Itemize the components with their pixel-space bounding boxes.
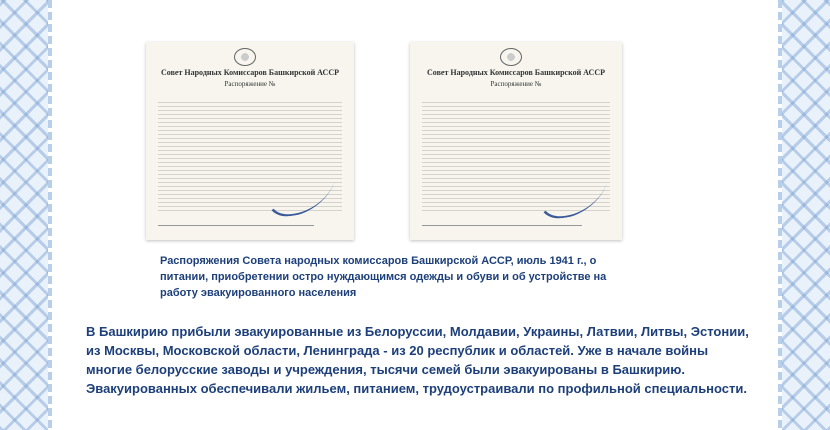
document-header: Совет Народных Комиссаров Башкирской АССР <box>161 68 339 77</box>
coat-of-arms-icon <box>234 48 256 66</box>
document-footer-line <box>158 225 314 226</box>
coat-of-arms-icon <box>500 48 522 66</box>
main-description-text: В Башкирию прибыли эвакуированные из Белоруссии, Молдавии, Украины, Латвии, Литвы, Эстонии, из Москвы, Московской области, Ленинграда - из 20 республик и областей. Уже в начале войны многие белорусские заводы и учреждения, тысячи семей были эвакуированы в Башкирию. Эвакуированных обеспечивали жильем, питанием, трудоустраивали по профильной специальности. <box>86 324 749 396</box>
archive-document-1 <box>146 42 354 240</box>
document-footer-line <box>422 225 582 226</box>
left-ornament-border <box>0 0 52 430</box>
document-header: Совет Народных Комиссаров Башкирской АССР <box>427 68 605 77</box>
archive-document-2 <box>410 42 622 240</box>
documents-caption: Распоряжения Совета народных комиссаров Башкирской АССР, июль 1941 г., о питании, приобретении остро нуждающимся одежды и обуви и об устройстве на работу эвакуированного населения <box>160 255 607 299</box>
document-order-number: Распоряжение № <box>224 80 276 88</box>
document-order-number: Распоряжение № <box>490 80 542 88</box>
right-ornament-border <box>778 0 830 430</box>
